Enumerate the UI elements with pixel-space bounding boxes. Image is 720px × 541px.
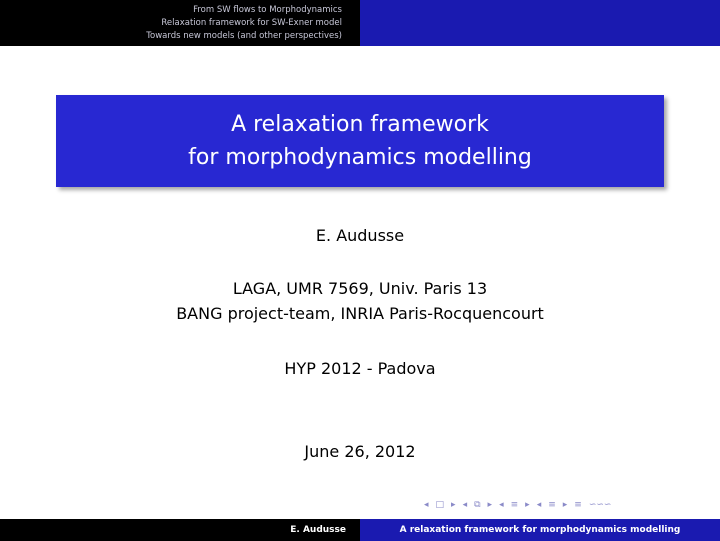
search-icon[interactable]: ∽∽∽ [588,500,612,510]
footer-author: E. Audusse [0,519,360,541]
header-right-panel [360,0,720,46]
section-link-3[interactable]: Towards new models (and other perspectives) [146,30,342,41]
frame-icon[interactable]: □ [435,500,445,510]
goto-icon[interactable]: ≡ [574,500,582,510]
frame-prev-icon[interactable]: ◂ [424,500,429,510]
subsection-next-icon[interactable]: ▸ [487,500,493,510]
affiliation-line-1: LAGA, UMR 7569, Univ. Paris 13 [232,279,488,298]
title-box [56,95,664,187]
subsection-icon[interactable]: ⧉ [474,500,481,510]
part-next-icon[interactable]: ▸ [562,500,568,510]
part-icon[interactable]: ≡ [548,500,556,510]
section-icon[interactable]: ≡ [510,500,519,510]
beamer-navigation [424,500,611,510]
section-prev-icon[interactable]: ◂ [499,500,504,510]
conference: HYP 2012 - Padova [284,359,436,378]
section-next-icon[interactable]: ▸ [525,500,530,510]
footer-title: A relaxation framework for morphodynamics modelling [360,519,720,541]
date: June 26, 2012 [304,442,416,461]
subsection-prev-icon[interactable]: ◂ [462,500,468,510]
section-link-2[interactable]: Relaxation framework for SW-Exner model [161,17,342,28]
section-link-1[interactable]: From SW flows to Morphodynamics [193,4,342,15]
header-bar [0,0,720,46]
title-line-2: for morphodynamics modelling [188,145,532,170]
frame-next-icon[interactable]: ▸ [451,500,456,510]
footer-bar [0,519,720,541]
author-name: E. Audusse [315,226,405,245]
affiliation-line-2: BANG project-team, INRIA Paris-Rocquencourt [176,304,544,323]
part-prev-icon[interactable]: ◂ [536,500,542,510]
section-nav [0,0,360,46]
title-line-1: A relaxation framework [231,112,489,137]
